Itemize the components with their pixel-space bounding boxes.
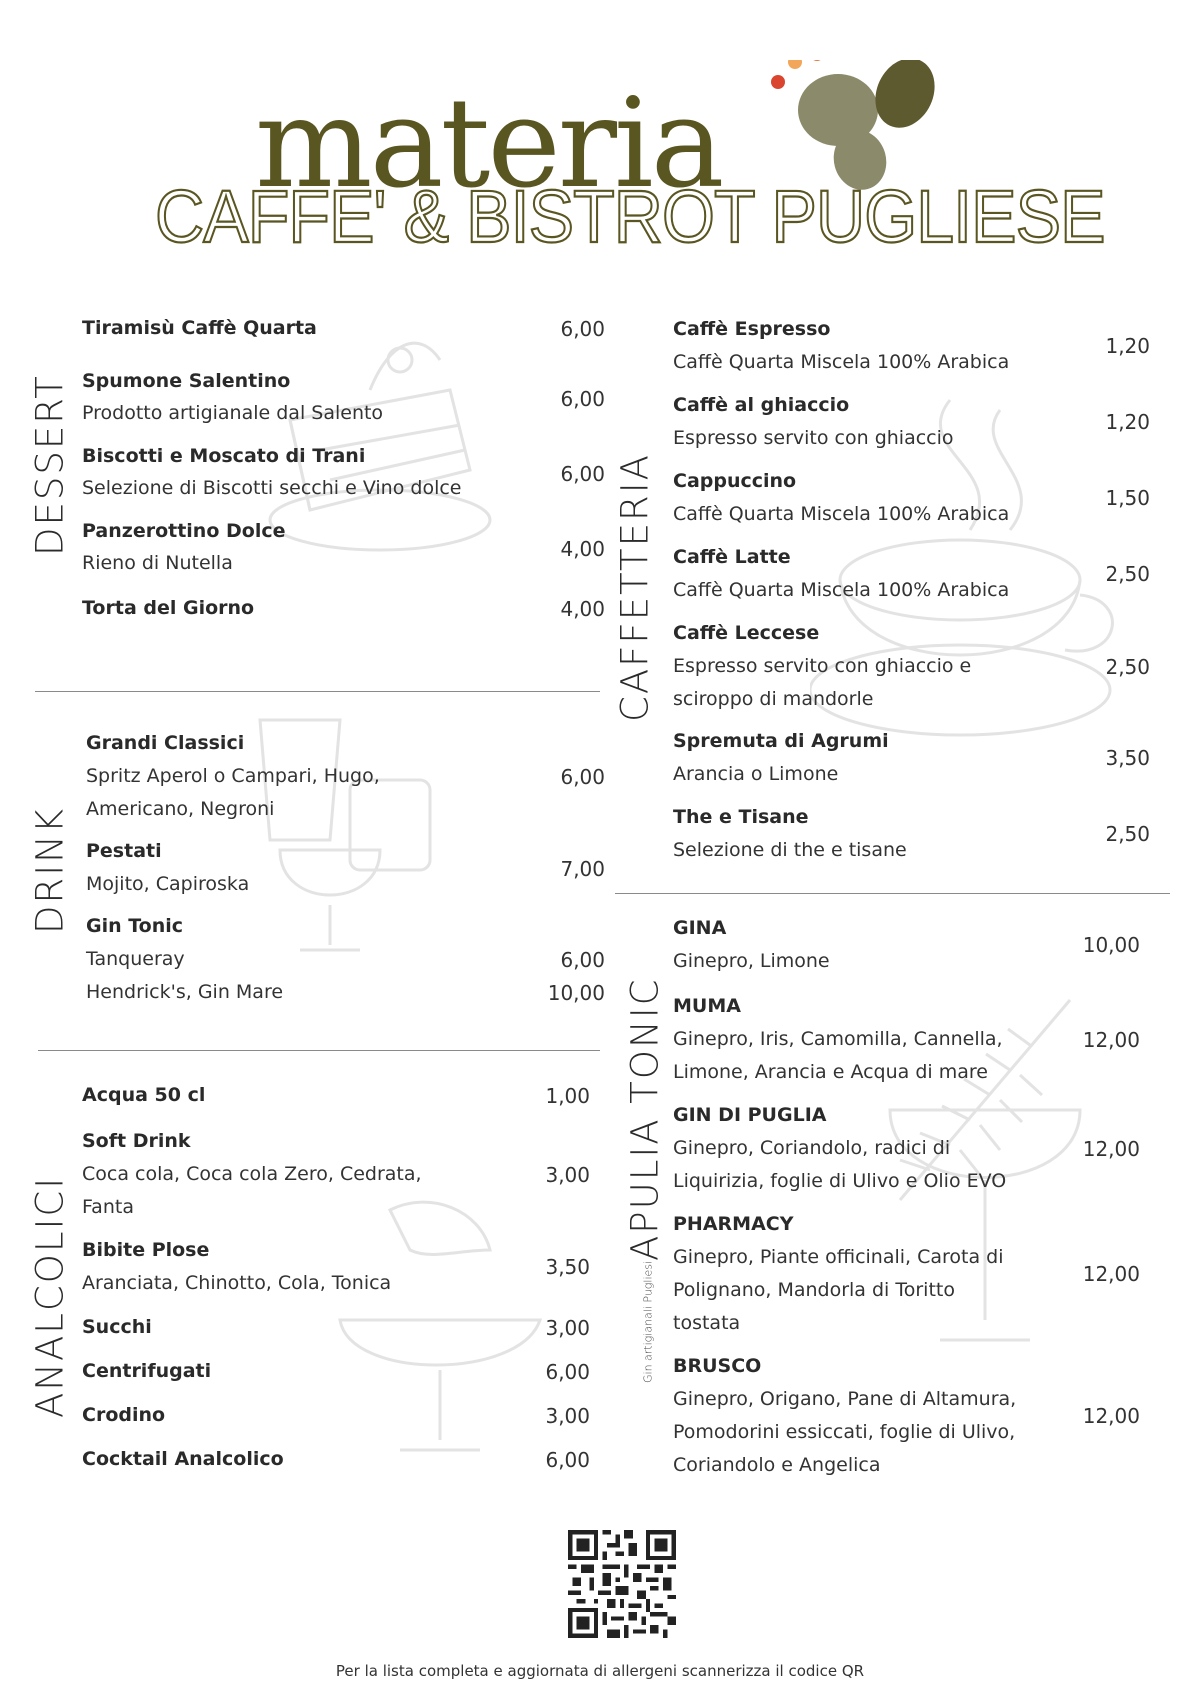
item-description: Hendrick's, Gin Mare (86, 981, 284, 1003)
allergen-note: Per la lista completa e aggiornata di allergeni scannerizza il codice QR (335, 1662, 865, 1680)
section-label-apulia-tonic (615, 977, 675, 1383)
item-description: Pomodorini essiccati, foglie di Ulivo, (673, 1421, 1016, 1443)
item-price: 12,00 (1082, 1137, 1140, 1161)
item-price: 6,00 (545, 1360, 590, 1384)
item-price: 12,00 (1082, 1404, 1140, 1428)
item-name: BRUSCO (673, 1355, 762, 1377)
item-description: Caffè Quarta Miscela 100% Arabica (673, 351, 1010, 373)
section-label-analcolici: ANALCOLICI (28, 1175, 72, 1419)
item-price: 3,50 (1105, 746, 1150, 770)
section-label-text: APULIA TONIC (623, 977, 667, 1261)
section-label-dessert: DESSERT (28, 374, 72, 556)
item-price: 3,00 (545, 1163, 590, 1187)
item-description: Arancia o Limone (673, 763, 839, 785)
item-description: Ginepro, Piante officinali, Carota di (673, 1246, 1004, 1268)
item-description: Espresso servito con ghiaccio (673, 427, 954, 449)
coffee-beans-logo-icon (760, 60, 960, 190)
item-description: tostata (673, 1312, 741, 1334)
item-price: 6,00 (560, 317, 605, 341)
item-name: Acqua 50 cl (82, 1084, 206, 1106)
item-price: 6,00 (545, 1448, 590, 1472)
item-name: Succhi (82, 1316, 152, 1338)
item-name: Bibite Plose (82, 1239, 210, 1261)
item-description: Coriandolo e Angelica (673, 1454, 881, 1476)
item-price: 10,00 (1082, 933, 1140, 957)
item-name: The e Tisane (673, 806, 809, 828)
item-name: Grandi Classici (86, 732, 245, 754)
item-name: Spremuta di Agrumi (673, 730, 889, 752)
item-price: 4,00 (560, 537, 605, 561)
item-price: 4,00 (560, 597, 605, 621)
item-description: Tanqueray (86, 948, 185, 970)
item-description: Ginepro, Origano, Pane di Altamura, (673, 1388, 1017, 1410)
item-price: 6,00 (560, 462, 605, 486)
item-name: Cappuccino (673, 470, 797, 492)
item-price: 3,00 (545, 1404, 590, 1428)
brand-header (0, 60, 1200, 260)
item-name: Torta del Giorno (82, 597, 255, 619)
item-name: Spumone Salentino (82, 370, 291, 392)
item-name: Panzerottino Dolce (82, 520, 286, 542)
item-price: 12,00 (1082, 1028, 1140, 1052)
item-description: Ginepro, Iris, Camomilla, Cannella, (673, 1028, 1003, 1050)
item-description: Prodotto artigianale dal Salento (82, 402, 384, 424)
item-description: Caffè Quarta Miscela 100% Arabica (673, 503, 1010, 525)
divider (35, 691, 600, 692)
item-price: 10,00 (547, 981, 605, 1005)
item-name: Caffè Leccese (673, 622, 820, 644)
qr-code-icon[interactable] (568, 1530, 676, 1638)
item-price: 6,00 (560, 765, 605, 789)
item-price: 1,20 (1105, 334, 1150, 358)
item-price: 12,00 (1082, 1262, 1140, 1286)
section-drink (30, 730, 605, 1010)
item-name: GIN DI PUGLIA (673, 1104, 827, 1126)
item-name: Gin Tonic (86, 915, 184, 937)
item-price: 1,50 (1105, 486, 1150, 510)
section-analcolici (30, 1082, 590, 1472)
item-name: GINA (673, 917, 727, 939)
item-price: 7,00 (560, 857, 605, 881)
item-description: Fanta (82, 1196, 134, 1218)
item-description: Limone, Arancia e Acqua di mare (673, 1061, 988, 1083)
item-price: 3,50 (545, 1255, 590, 1279)
item-description: Espresso servito con ghiaccio e (673, 655, 972, 677)
item-description: Rieno di Nutella (82, 552, 233, 574)
item-name: Centrifugati (82, 1360, 212, 1382)
item-name: Pestati (86, 840, 162, 862)
item-price: 1,00 (545, 1084, 590, 1108)
item-description: Selezione di the e tisane (673, 839, 907, 861)
item-description: Coca cola, Coca cola Zero, Cedrata, (82, 1163, 422, 1185)
item-price: 3,00 (545, 1316, 590, 1340)
item-name: PHARMACY (673, 1213, 794, 1235)
item-price: 1,20 (1105, 410, 1150, 434)
item-name: MUMA (673, 995, 741, 1017)
item-price: 6,00 (560, 948, 605, 972)
item-name: Crodino (82, 1404, 166, 1426)
item-price: 2,50 (1105, 822, 1150, 846)
item-description: sciroppo di mandorle (673, 688, 874, 710)
item-description: Ginepro, Coriandolo, radici di (673, 1137, 951, 1159)
item-name: Caffè Espresso (673, 318, 831, 340)
item-description: Selezione di Biscotti secchi e Vino dolce (82, 477, 462, 499)
item-description: Ginepro, Limone (673, 950, 830, 972)
item-description: Spritz Aperol o Campari, Hugo, (86, 765, 380, 787)
item-name: Soft Drink (82, 1130, 191, 1152)
item-price: 2,50 (1105, 655, 1150, 679)
item-name: Biscotti e Moscato di Trani (82, 445, 366, 467)
section-apulia-tonic (615, 915, 1140, 1475)
divider (38, 1050, 600, 1051)
section-sublabel: Gin artigianali Pugliesi (641, 1260, 655, 1383)
divider (615, 893, 1170, 894)
item-description: Liquirizia, foglie di Ulivo e Olio EVO (673, 1170, 1007, 1192)
item-name: Caffè Latte (673, 546, 791, 568)
item-name: Tiramisù Caffè Quarta (82, 317, 317, 339)
item-description: Mojito, Capiroska (86, 873, 250, 895)
item-name: Cocktail Analcolico (82, 1448, 284, 1470)
item-description: Polignano, Mandorla di Toritto (673, 1279, 955, 1301)
brand-subtitle: CAFFE' & BISTROT PUGLIESE (155, 175, 1105, 258)
item-price: 2,50 (1105, 562, 1150, 586)
section-dessert (30, 315, 605, 635)
item-name: Caffè al ghiaccio (673, 394, 850, 416)
item-description: Americano, Negroni (86, 798, 275, 820)
item-price: 6,00 (560, 387, 605, 411)
section-caffetteria (615, 318, 1150, 878)
brand-name: materia (255, 72, 722, 216)
item-description: Caffè Quarta Miscela 100% Arabica (673, 579, 1010, 601)
section-label-drink: DRINK (28, 806, 72, 934)
section-label-caffetteria: CAFFETTERIA (613, 453, 657, 723)
item-description: Aranciata, Chinotto, Cola, Tonica (82, 1272, 392, 1294)
